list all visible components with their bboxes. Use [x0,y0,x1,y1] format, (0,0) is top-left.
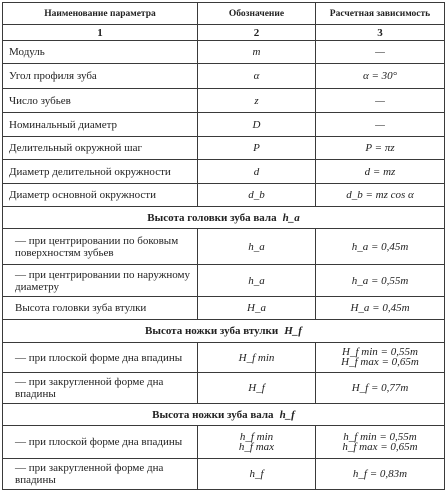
parameter-formula: d_b = mz cos α [316,184,445,207]
parameter-formula [316,343,445,373]
formula-line: H_f min = 0,55m [342,346,418,358]
symbol-line: h_f max [238,440,275,453]
column-number: 3 [316,25,445,41]
parameter-formula: — [316,89,445,113]
parameter-symbol: P [198,137,316,160]
parameter-formula: P = πz [316,137,445,160]
header-formula: Расчетная зависимость [316,3,445,25]
table-row [3,297,445,320]
column-number-row [3,25,445,41]
section-title: Высота ножки зуба втулки [145,325,279,337]
parameter-symbol: α [198,64,316,89]
table-row [3,64,445,89]
parameter-formula: — [316,41,445,64]
parameter-name: Угол профиля зуба [3,64,198,89]
parameter-symbol [198,426,316,459]
table-row [3,113,445,137]
parameter-formula: h_a = 0,45m [316,229,445,265]
parameter-formula: H_f = 0,77m [316,373,445,404]
parameter-symbol: d_b [198,184,316,207]
parameter-name: Делительный окружной шаг [3,137,198,160]
header-parameter-name: Наименование параметра [3,3,198,25]
parameter-formula: α = 30° [316,64,445,89]
column-number: 1 [3,25,198,41]
table-row [3,459,445,490]
parameter-symbol: H_a [198,297,316,320]
section-symbol: H_f [284,325,302,337]
parameter-symbol: D [198,113,316,137]
section-symbol: h_a [282,211,300,224]
parameter-name: — при закругленной форме дна впадины [3,459,198,490]
parameter-name: Номинальный диаметр [3,113,198,137]
section-row [3,404,445,426]
parameter-symbol: m [198,41,316,64]
parameter-name: Модуль [3,41,198,64]
parameter-name: Высота головки зуба втулки [3,297,198,320]
table-row [3,343,445,373]
parameter-formula: h_f = 0,83m [316,459,445,490]
parameter-symbol: H_f min [198,343,316,373]
formula [341,347,419,367]
table-row [3,373,445,404]
table-body [3,41,445,490]
section-title: Высота головки зуба вала [147,211,277,224]
parameter-formula [316,426,445,459]
parameter-name: Диаметр делительной окружности [3,160,198,184]
formula [342,432,417,452]
column-number: 2 [198,25,316,41]
formula-line: H_f max = 0,65m [341,356,419,368]
symbol [239,432,274,452]
table-row [3,137,445,160]
section-symbol: h_f [279,408,295,421]
parameter-symbol: H_f [198,373,316,404]
formula-line: h_f max = 0,65m [342,440,418,453]
table-row [3,41,445,64]
section-row [3,320,445,343]
section-heading [3,207,445,229]
parameter-name: Диаметр основной окружности [3,184,198,207]
parameter-formula: — [316,113,445,137]
parameter-formula: h_a = 0,55m [316,265,445,297]
parameter-symbol: z [198,89,316,113]
table-row [3,160,445,184]
parameters-table [2,2,445,490]
header-row [3,3,445,25]
parameter-name: — при плоской форме дна впадины [3,343,198,373]
symbol-line: h_f min [239,430,274,443]
parameter-formula: d = mz [316,160,445,184]
parameter-symbol: h_a [198,265,316,297]
section-heading [3,320,445,343]
section-title: Высота ножки зуба вала [152,408,274,421]
parameter-name: — при центрировании по наружному диаметру [3,265,198,297]
section-heading [3,404,445,426]
table-row [3,229,445,265]
table-row [3,184,445,207]
table-row [3,89,445,113]
parameter-formula: H_a = 0,45m [316,297,445,320]
table-row [3,265,445,297]
header-designation: Обозначение [198,3,316,25]
formula-line: h_f min = 0,55m [343,430,417,443]
table-row [3,426,445,459]
parameter-symbol: h_a [198,229,316,265]
parameter-symbol: h_f [198,459,316,490]
parameter-name: — при плоской форме дна впадины [3,426,198,459]
parameter-symbol: d [198,160,316,184]
section-row [3,207,445,229]
parameter-name: — при центрировании по боковым поверхностям зубьев [3,229,198,265]
parameter-name: — при закругленной форме дна впадины [3,373,198,404]
parameter-name: Число зубьев [3,89,198,113]
